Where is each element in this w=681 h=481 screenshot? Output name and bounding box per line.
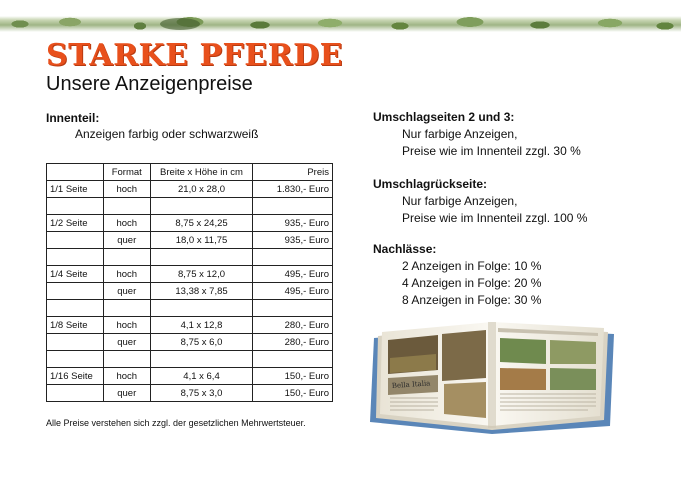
dimensions-cell <box>150 249 253 266</box>
size-cell <box>47 300 104 317</box>
size-cell: 1/16 Seite <box>47 368 104 385</box>
innenteil-heading: Innenteil: <box>46 111 100 125</box>
price-cell: 150,- Euro <box>253 368 333 385</box>
header-cell-format: Format <box>103 164 150 181</box>
price-cell: 495,- Euro <box>253 266 333 283</box>
innenteil-description: Anzeigen farbig oder schwarzweiß <box>75 127 259 141</box>
format-cell: quer <box>103 232 150 249</box>
dimensions-cell: 8,75 x 12,0 <box>150 266 253 283</box>
rueckseite-line: Nur farbige Anzeigen, <box>402 194 518 208</box>
dimensions-cell <box>150 198 253 215</box>
table-row <box>47 300 333 317</box>
size-cell: 1/2 Seite <box>47 215 104 232</box>
format-cell: hoch <box>103 368 150 385</box>
umschlag-heading: Umschlagseiten 2 und 3: <box>373 110 515 124</box>
price-cell <box>253 300 333 317</box>
format-cell: hoch <box>103 181 150 198</box>
table-row <box>47 181 333 198</box>
dimensions-cell: 8,75 x 24,25 <box>150 215 253 232</box>
nachlaesse-line: 4 Anzeigen in Folge: 20 % <box>402 276 542 290</box>
price-cell: 495,- Euro <box>253 283 333 300</box>
table-row <box>47 215 333 232</box>
size-cell: 1/1 Seite <box>47 181 104 198</box>
format-cell: hoch <box>103 215 150 232</box>
page-subtitle: Unsere Anzeigenpreise <box>46 73 253 95</box>
size-cell <box>47 283 104 300</box>
table-row <box>47 334 333 351</box>
price-cell: 935,- Euro <box>253 215 333 232</box>
table-row <box>47 368 333 385</box>
table-row <box>47 317 333 334</box>
format-cell: quer <box>103 334 150 351</box>
dimensions-cell <box>150 300 253 317</box>
format-cell <box>103 351 150 368</box>
price-cell <box>253 351 333 368</box>
dimensions-cell: 8,75 x 6,0 <box>150 334 253 351</box>
header-cell-dimensions: Breite x Höhe in cm <box>150 164 253 181</box>
dimensions-cell: 4,1 x 6,4 <box>150 368 253 385</box>
format-cell <box>103 249 150 266</box>
dimensions-cell: 4,1 x 12,8 <box>150 317 253 334</box>
size-cell <box>47 198 104 215</box>
table-header-row <box>47 164 333 181</box>
dimensions-cell <box>150 351 253 368</box>
dimensions-cell: 21,0 x 28,0 <box>150 181 253 198</box>
rueckseite-line: Preise wie im Innenteil zzgl. 100 % <box>402 211 588 225</box>
header-cell-size <box>47 164 104 181</box>
format-cell <box>103 198 150 215</box>
page-title: STARKE PFERDE <box>46 38 343 73</box>
header-cell-price: Preis <box>253 164 333 181</box>
format-cell: quer <box>103 283 150 300</box>
size-cell: 1/8 Seite <box>47 317 104 334</box>
dimensions-cell: 8,75 x 3,0 <box>150 385 253 402</box>
price-cell: 1.830,- Euro <box>253 181 333 198</box>
nachlaesse-heading: Nachlässe: <box>373 242 437 256</box>
umschlag-section <box>373 109 581 160</box>
price-cell <box>253 249 333 266</box>
size-cell <box>47 351 104 368</box>
umschlag-line: Preise wie im Innenteil zzgl. 30 % <box>402 144 581 158</box>
table-row <box>47 232 333 249</box>
dimensions-cell: 13,38 x 7,85 <box>150 283 253 300</box>
price-table <box>46 163 333 402</box>
size-cell <box>47 249 104 266</box>
nachlaesse-line: 8 Anzeigen in Folge: 30 % <box>402 293 542 307</box>
price-cell: 280,- Euro <box>253 334 333 351</box>
open-magazine-image <box>368 318 618 436</box>
umschlag-line: Nur farbige Anzeigen, <box>402 127 518 141</box>
dimensions-cell: 18,0 x 11,75 <box>150 232 253 249</box>
price-cell <box>253 198 333 215</box>
price-cell: 280,- Euro <box>253 317 333 334</box>
table-row <box>47 283 333 300</box>
price-cell: 150,- Euro <box>253 385 333 402</box>
rueckseite-heading: Umschlagrückseite: <box>373 177 488 191</box>
nachlaesse-section <box>373 241 541 309</box>
table-row <box>47 198 333 215</box>
price-cell: 935,- Euro <box>253 232 333 249</box>
table-row <box>47 249 333 266</box>
size-cell <box>47 385 104 402</box>
svg-text:Bella Italia: Bella Italia <box>391 379 431 390</box>
top-foliage-banner <box>0 0 681 32</box>
table-row <box>47 266 333 283</box>
table-row <box>47 351 333 368</box>
rueckseite-section <box>373 176 587 227</box>
format-cell <box>103 300 150 317</box>
format-cell: quer <box>103 385 150 402</box>
table-row <box>47 385 333 402</box>
size-cell <box>47 334 104 351</box>
vat-footnote: Alle Preise verstehen sich zzgl. der gesetzlichen Mehrwertsteuer. <box>46 418 306 428</box>
format-cell: hoch <box>103 266 150 283</box>
size-cell: 1/4 Seite <box>47 266 104 283</box>
nachlaesse-line: 2 Anzeigen in Folge: 10 % <box>402 259 542 273</box>
size-cell <box>47 232 104 249</box>
format-cell: hoch <box>103 317 150 334</box>
